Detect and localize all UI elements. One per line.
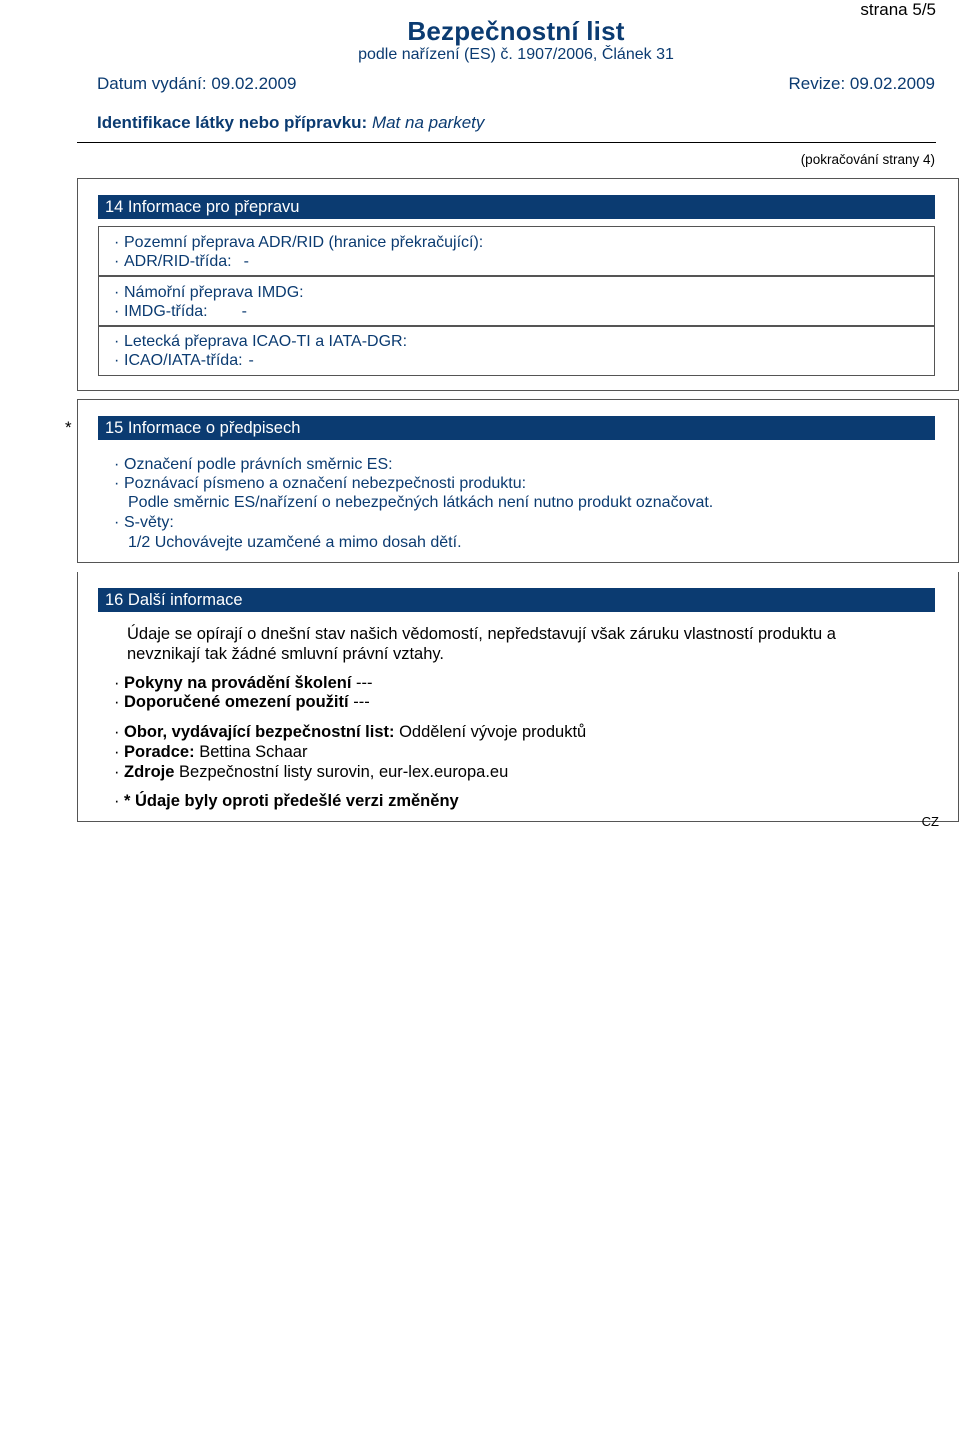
changes-note: · * Údaje byly oproti předešlé verzi změněny xyxy=(114,792,459,810)
land-transport-line: · Pozemní přeprava ADR/RID (hranice překračující): xyxy=(114,234,484,251)
icao-iata-class-line: · ICAO/IATA-třída: - xyxy=(114,352,254,369)
language-code: CZ xyxy=(921,814,939,829)
ident-label: Identifikace látky nebo přípravku: xyxy=(97,113,368,132)
product-identification xyxy=(97,113,484,133)
hazard-letter-line: · Poznávací písmeno a označení nebezpečnosti produktu: xyxy=(114,475,527,492)
continuation-note: (pokračování strany 4) xyxy=(800,152,935,167)
training-line: · Pokyny na provádění školení --- xyxy=(114,674,373,692)
issue-date: Datum vydání: 09.02.2009 xyxy=(97,74,297,93)
section-16-header: 16 Další informace xyxy=(98,588,935,612)
header-divider xyxy=(77,142,936,143)
eu-labelling-line: · Označení podle právních směrnic ES: xyxy=(114,456,393,473)
adr-rid-class-line: · ADR/RID-třída: - xyxy=(114,253,249,270)
sources-line: · Zdroje Bezpečnostní listy surovin, eur-lex.europa.eu xyxy=(114,763,509,781)
page-number: strana 5/5 xyxy=(860,0,936,19)
change-marker: * xyxy=(65,418,72,437)
imdg-class-line: · IMDG-třída: - xyxy=(114,303,247,320)
section-14-header: 14 Informace pro přepravu xyxy=(98,195,935,219)
revision-date: Revize: 09.02.2009 xyxy=(788,74,935,93)
restriction-line: · Doporučené omezení použití --- xyxy=(114,693,370,711)
product-name: Mat na parkety xyxy=(371,113,485,132)
section-15-header: 15 Informace o předpisech xyxy=(98,416,935,440)
disclaimer-line-1: Údaje se opírají o dnešní stav našich vědomostí, nepředstavují však záruku vlastností produktu a xyxy=(127,625,836,643)
advisor-line: · Poradce: Bettina Schaar xyxy=(114,743,308,761)
labelling-statement: Podle směrnic ES/nařízení o nebezpečných látkách není nutno produkt označovat. xyxy=(128,494,714,511)
sea-transport-line: · Námořní přeprava IMDG: xyxy=(114,284,304,301)
s-phrase-1-2: 1/2 Uchovávejte uzamčené a mimo dosah dětí. xyxy=(128,534,462,551)
s-phrases-label: · S-věty: xyxy=(114,514,174,531)
document-title: Bezpečnostní list xyxy=(407,16,625,46)
air-transport-line: · Letecká přeprava ICAO-TI a IATA-DGR: xyxy=(114,333,408,350)
issuer-line: · Obor, vydávající bezpečnostní list: Oddělení vývoje produktů xyxy=(114,723,587,741)
disclaimer-line-2: nevznikají tak žádné smluvní právní vztahy. xyxy=(127,645,445,663)
document-subtitle: podle nařízení (ES) č. 1907/2006, Článek 31 xyxy=(358,46,674,63)
